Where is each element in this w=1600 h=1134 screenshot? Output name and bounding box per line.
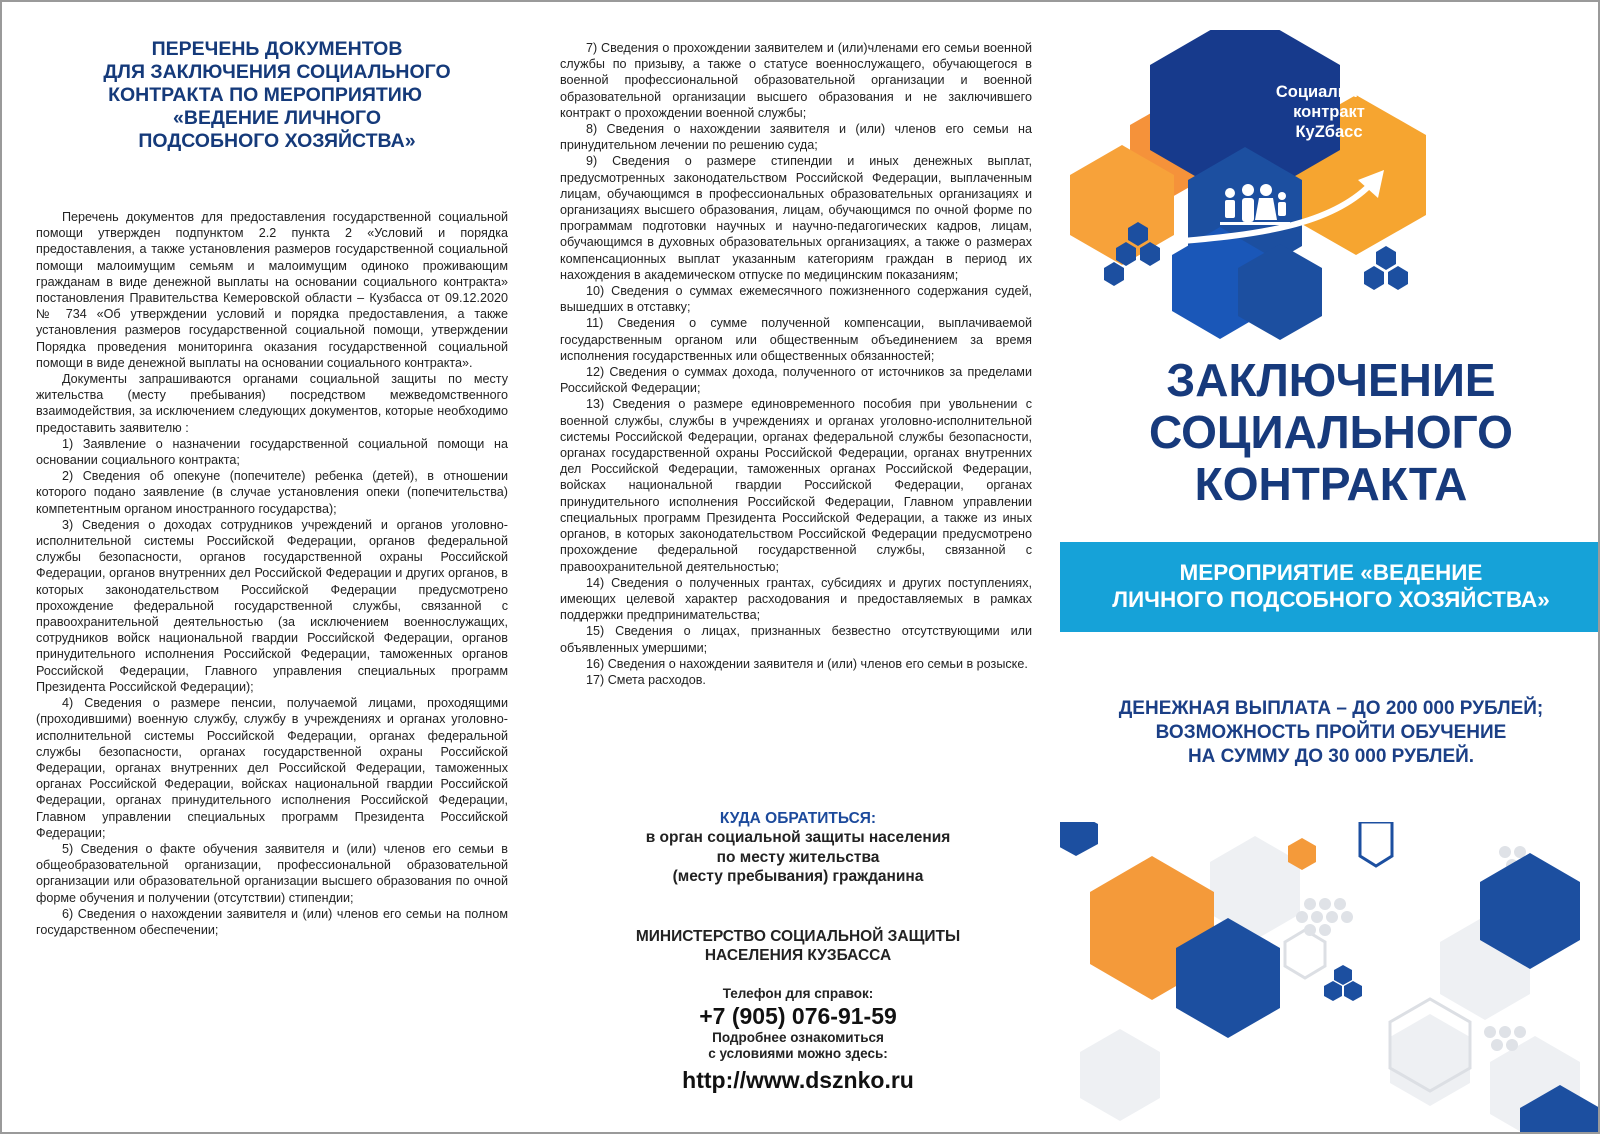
where-line: в орган социальной защиты населения [645, 829, 951, 846]
where-line: (месту пребывания) гражданина [672, 868, 924, 885]
paragraph: Документы запрашиваются органами социальной защиты по месту жительства (месту пребывания) посредством межведомственного взаимодействия, за исключением следующих документов, которые необходимо предоставить заявителю : [36, 372, 508, 435]
logo-caption [1244, 82, 1414, 142]
activity-banner [1060, 542, 1600, 632]
where-line: по месту жительства [716, 848, 880, 866]
hexagon-pattern [1060, 822, 1600, 1134]
more-info-line: Подробнее ознакомиться [712, 1029, 884, 1045]
right-column [1060, 2, 1600, 1134]
hexagon-decoration [1344, 981, 1362, 1001]
title-line: «ВЕДЕНИЕ ЛИЧНОГО [173, 107, 381, 129]
main-title [1060, 354, 1600, 510]
title-line: ДЛЯ ЗАКЛЮЧЕНИЯ СОЦИАЛЬНОГО [103, 61, 451, 83]
ministry-name [562, 927, 1034, 966]
title-line: ПОДСОБНОГО ХОЗЯЙСТВА» [138, 130, 416, 152]
list-item: 16) Сведения о нахождении заявителя и (или) членов его семьи в розыске. [586, 656, 1028, 671]
hexagon-decoration [1376, 246, 1396, 270]
ministry-line: МИНИСТЕРСТВО СОЦИАЛЬНОЙ ЗАЩИТЫ [635, 927, 961, 945]
website-link[interactable]: http://www.dsznko.ru [682, 1066, 914, 1093]
list-item: 14) Сведения о полученных грантах, субсидиях и других поступлениях, имеющих целевой характер расходования и предоставляемых в рамках поддержки предпринимательства; [560, 575, 1032, 623]
hexagon-decoration [1360, 822, 1392, 866]
paragraph: Перечень документов для предоставления государственной социальной помощи утвержден подпунктом 2.2 пункта 2 «Условий и порядка предоставления, а также установления размеров государственной социальной помощи малоимущим семьям и малоимущим одиноко проживающим гражданам в виде денежной выплаты на основании социального контракта» постановления Правительства Кемеровской области – Кузбасса от 09.12.2020 № 734 «Об утверждении условий и порядка предоставления, а также установления размеров государственной социальной помощи, утверждении Порядка проведения мониторинга оказания государственной социальной помощи в виде денежной выплаты на основании социального контракта». [36, 210, 508, 370]
where-to-apply-title: КУДА ОБРАТИТЬСЯ: [719, 810, 877, 827]
list-item: 10) Сведения о суммах ежемесячного пожизненного содержания судей, вышедших в отставку; [560, 284, 1032, 315]
list-item: 2) Сведения об опекуне (попечителе) ребенка (детей), в отношении которого подано заявление (в случае установления опеки (попечительства) компетентным органом иностранного государства); [36, 469, 508, 516]
hexagon-decoration [1388, 266, 1408, 290]
list-item: 8) Сведения о нахождении заявителя и (или) членов его семьи на принудительном лечении по решению суда; [560, 122, 1032, 153]
logo-line: контракт [1293, 103, 1365, 121]
main-title-line: СОЦИАЛЬНОГО [1149, 406, 1513, 458]
hexagon-decoration [1324, 981, 1342, 1001]
main-title-line: КОНТРАКТА [1194, 458, 1468, 510]
list-item: 6) Сведения о нахождении заявителя и (или) членов его семьи на полном государственном обеспечении; [36, 906, 508, 937]
list-item: 12) Сведения о суммах дохода, полученного от источников за пределами Российской Федерации; [560, 365, 1032, 396]
payout-line: ВОЗМОЖНОСТЬ ПРОЙТИ ОБУЧЕНИЕ [1155, 722, 1507, 743]
list-item: 15) Сведения о лицах, признанных безвестно отсутствующими или объявленных умершими; [560, 624, 1032, 655]
payout-line: ДЕНЕЖНАЯ ВЫПЛАТА – ДО 200 000 РУБЛЕЙ; [1118, 698, 1544, 719]
payout-line: НА СУММУ ДО 30 000 РУБЛЕЙ. [1187, 746, 1475, 767]
contacts-block [562, 809, 1034, 1095]
title-line: КОНТРАКТА ПО МЕРОПРИЯТИЮ [108, 84, 422, 106]
hexagon-decoration [1104, 262, 1124, 286]
list-item: 7) Сведения о прохождении заявителем и (или)членами его семьи военной службы по призыву, а также о статусе военнослужащего, обучающегося в военной профессиональной образовательной организации и военной образовательной организации высшего образования и не заключившего контракт о прохождении военной службы; [560, 41, 1032, 120]
list-item: 9) Сведения о размере стипендии и иных денежных выплат, предусмотренных законодательством Российской Федерации, выплаченным лицам, обучающимся в профессиональных образовательных организациях и организациях высшего образования, лицам, обучающимся по очной форме по программам подготовки научных и научно-педагогических кадров, лицам, обучающимся в духовных образовательных организациях, а также о размерах компенсационных выплат указанным категориям граждан в период их нахождения в академическом отпуске по медицинским показаниям; [560, 154, 1032, 282]
banner-line: ЛИЧНОГО ПОДСОБНОГО ХОЗЯЙСТВА» [1112, 587, 1550, 612]
title-line: ПЕРЕЧЕНЬ ДОКУМЕНТОВ [151, 38, 403, 60]
hexagon-decoration [1060, 822, 1098, 856]
phone-number[interactable]: +7 (905) 076-91-59 [699, 1002, 897, 1029]
documents-list-title [46, 38, 508, 153]
more-info-line: с условиями можно здесь: [708, 1046, 888, 1061]
phone-label: Телефон для справок: [722, 985, 874, 1001]
list-item: 4) Сведения о размере пенсии, получаемой лицами, проходящими (проходившими) военную службу, службу в учреждениях и органах уголовно-исполнительной системы Российской Федерации, органах федеральной службы безопасности, органах государственной охраны Российской Федерации, органах внутренних дел Российской Федерации, таможенных органах Российской Федерации, войсках национальной гвардии Российской Федерации, органах принудительного исполнения Российской Федерации, Главном управлении специальных программ Президента Российской Федерации; [36, 696, 508, 840]
list-item: 1) Заявление о назначении государственной социальной помощи на основании социального контракта; [36, 436, 508, 468]
hexagon-decoration [1334, 965, 1352, 985]
program-logo [1060, 30, 1600, 340]
logo-line: КуZбасс [1295, 123, 1363, 141]
left-body-text [36, 209, 508, 938]
middle-column [560, 40, 1032, 688]
list-item: 5) Сведения о факте обучения заявителя и (или) членов его семьи в общеобразовательной организации, профессиональной образовательной организации или образовательной организации высшего образования по очной форме обучения и получении (отсутствии) стипендии; [36, 841, 508, 905]
left-column [36, 38, 508, 938]
ministry-line: НАСЕЛЕНИЯ КУЗБАССА [704, 947, 892, 964]
list-item: 3) Сведения о доходах сотрудников учреждений и органов уголовно-исполнительной системы Российской Федерации, органов федеральной службы безопасности, органов государственной охраны Российской Федерации, органов внутренних дел Российской Федерации и других органов, в которых законодательством Российской Федерации предусмотрено прохождение федеральной государственной службы, связанной с правоохранительной деятельностью (за исключением военнослужащих, сотрудников войск национальной гвардии Российской Федерации, органов принудительного исполнения Российской Федерации, таможенных органов Российской Федерации, Главного управления специальных программ Президента Российской Федерации); [36, 517, 508, 694]
list-item: 13) Сведения о размере единовременного пособия при увольнении с военной службы, службы в учреждениях и органах уголовно-исполнительной системы Российской Федерации, органах федеральной службы безопасности, органах государственной охраны Российской Федерации, органах внутренних дел Российской Федерации, таможенных органах Российской Федерации, войсках национальной гвардии Российской Федерации, органах принудительного исполнения Российской Федерации, Главном управлении специальных программ Президента Российской Федерации, а также из иных органов, в которых законодательством Российской Федерации предусмотрено прохождение федеральной государственной службы, связанной с правоохранительной деятельностью; [560, 397, 1032, 574]
logo-line: Социальный [1275, 83, 1383, 101]
list-item: 11) Сведения о сумме полученной компенсации, выплачиваемой государственным органом или общественным объединением за время исполнения государственных или общественных обязанностей; [560, 316, 1032, 363]
banner-line: МЕРОПРИЯТИЕ «ВЕДЕНИЕ [1179, 560, 1483, 585]
payout-info [1060, 697, 1600, 769]
list-item: 17) Смета расходов. [586, 672, 706, 687]
main-title-line: ЗАКЛЮЧЕНИЕ [1166, 354, 1496, 406]
hexagon-decoration [1364, 266, 1384, 290]
